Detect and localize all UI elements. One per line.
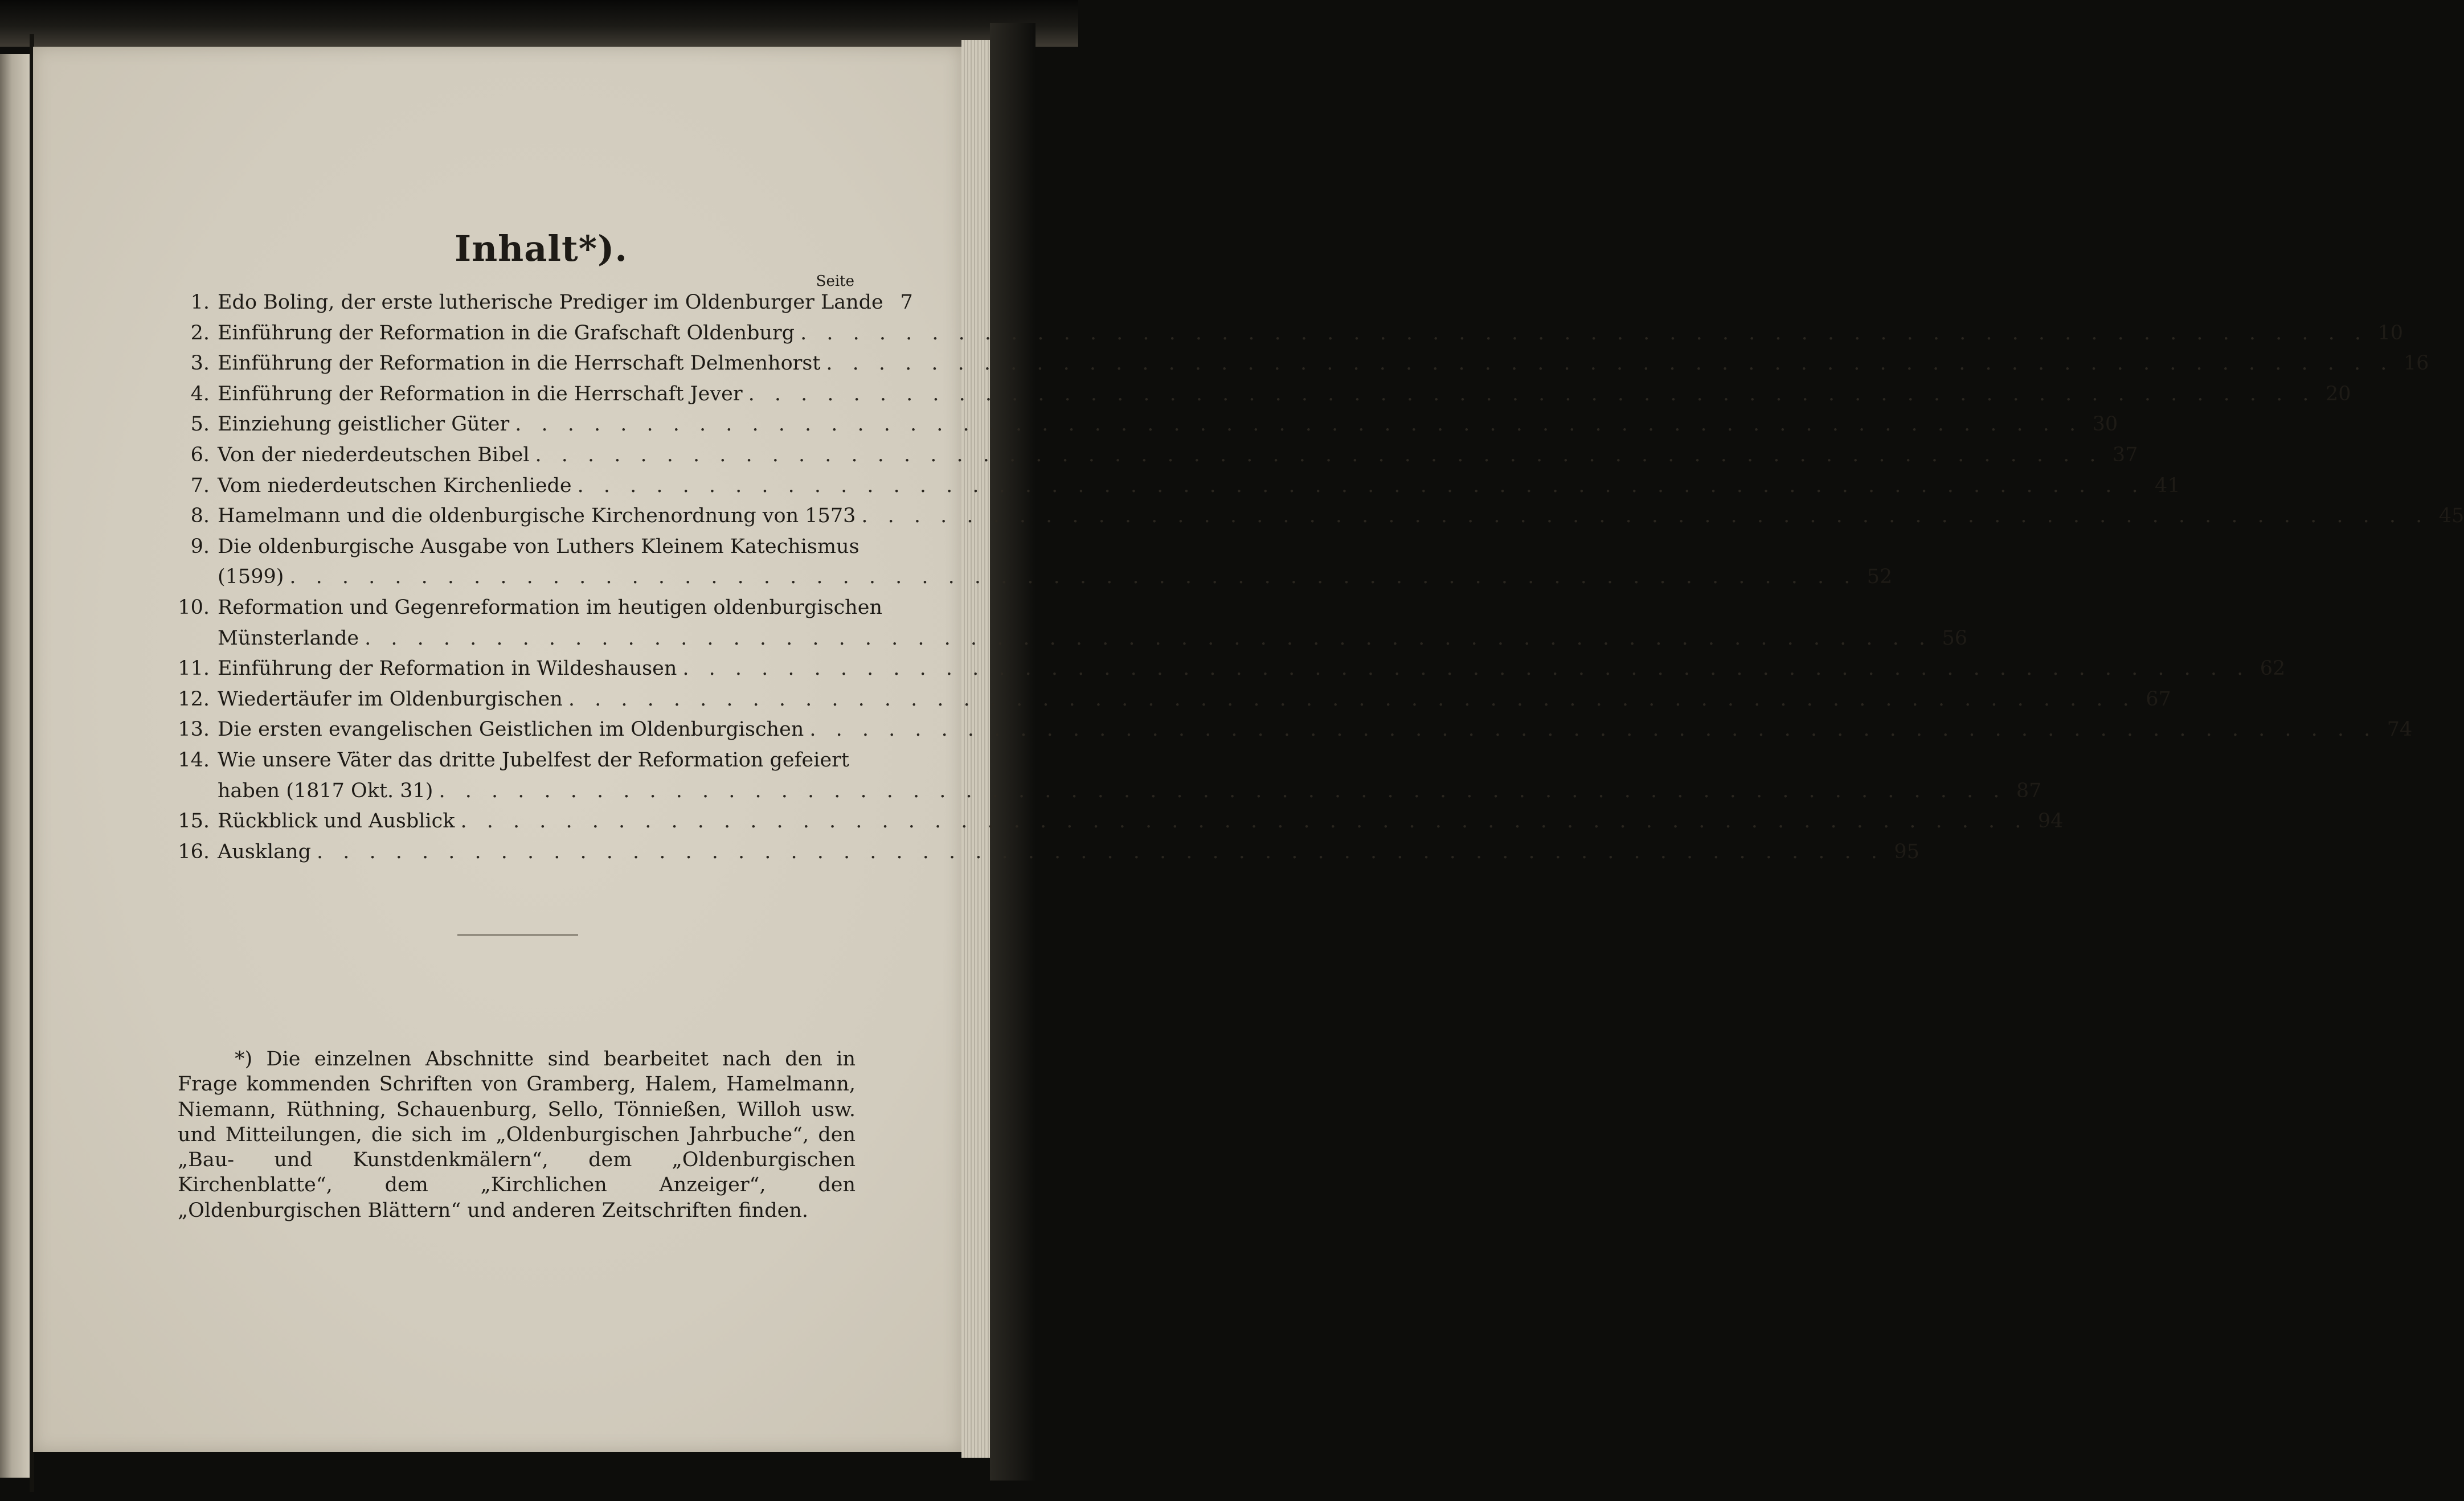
- toc-entry-number: 1.: [190, 291, 210, 314]
- toc-page-number: 7: [900, 291, 913, 314]
- toc-entry-number: 10.: [178, 596, 210, 619]
- toc-entry-number: 16.: [178, 840, 210, 863]
- toc-entry-title: Die ersten evangelischen Geistlichen im Oldenburgischen: [218, 718, 804, 741]
- toc-page-number: 56: [1942, 626, 1968, 650]
- toc-page-number: 74: [2387, 718, 2413, 741]
- toc-entry-title: Von der niederdeutschen Bibel: [218, 443, 530, 466]
- toc-entry: [171, 288, 913, 318]
- toc-entry: [171, 501, 2464, 532]
- toc-dot-leader: [563, 684, 2142, 715]
- toc-entry-number: 4.: [190, 382, 210, 405]
- toc-entry-title: Reformation und Gegenreformation im heutigen oldenburgischen: [218, 596, 882, 619]
- toc-entry: [171, 318, 2404, 349]
- toc-page-number: 37: [2112, 443, 2138, 466]
- toc-dot-leader: [795, 318, 2373, 349]
- toc-page-number: 94: [2037, 810, 2064, 833]
- toc-entry: [171, 745, 857, 776]
- toc-dot-leader: [804, 715, 2383, 745]
- toc-entry-number: 9.: [190, 535, 210, 558]
- toc-entry-title: Rückblick und Ausblick: [218, 810, 455, 833]
- toc-entry: [171, 684, 2171, 715]
- toc-entry: [171, 562, 1893, 593]
- toc-entry: [171, 776, 2042, 807]
- toc-page-number: 52: [1867, 565, 1893, 589]
- toc-dot-leader: [311, 837, 1890, 868]
- toc-dot-leader: [509, 409, 2088, 440]
- toc-entry-title: Einführung der Reformation in die Herrschaft Jever: [218, 382, 743, 405]
- toc-entry-number: 3.: [190, 352, 210, 375]
- toc-page-number: 87: [2016, 779, 2042, 802]
- toc-entry-title: Edo Boling, der erste lutherische Prediger im Oldenburger Lande: [218, 291, 883, 314]
- toc-dot-leader: [743, 379, 2322, 410]
- toc-page-number: 30: [2092, 413, 2118, 436]
- toc-dot-leader: [530, 440, 2109, 471]
- toc-entry-title: Hamelmann und die oldenburgische Kirchenordnung von 1573: [218, 505, 856, 528]
- toc-entry-title: Wie unsere Väter das dritte Jubelfest der Reformation gefeiert: [218, 748, 849, 772]
- toc-entry-title: Die oldenburgische Ausgabe von Luthers Kleinem Katechismus: [218, 535, 859, 558]
- page-title: Inhalt*).: [455, 228, 628, 269]
- toc-entry-title: Münsterlande: [218, 626, 359, 650]
- toc-entry-number: 8.: [190, 505, 210, 528]
- toc-entry-title: Wiedertäufer im Oldenburgischen: [218, 687, 563, 711]
- toc-entry: [171, 409, 2118, 440]
- toc-entry: [171, 715, 2413, 745]
- toc-entry: [171, 348, 2429, 379]
- toc-page-number: 67: [2146, 687, 2171, 711]
- toc-entry-number: 14.: [178, 748, 210, 772]
- toc-entry-number: 11.: [178, 657, 210, 680]
- left-page-edge: [0, 54, 31, 1478]
- toc-entry-title: Ausklang: [218, 840, 311, 863]
- table-of-contents: [171, 288, 2464, 867]
- toc-dot-leader: [359, 624, 1938, 654]
- toc-entry-title: Vom niederdeutschen Kirchenliede: [218, 474, 572, 497]
- toc-entry: [171, 593, 882, 624]
- toc-dot-leader: [284, 562, 1863, 593]
- toc-entry-title: (1599): [218, 565, 284, 589]
- toc-entry-number: 15.: [178, 810, 210, 833]
- toc-entry-number: 12.: [178, 687, 210, 711]
- toc-entry: [171, 654, 2286, 684]
- toc-entry: [171, 471, 2180, 502]
- page-column-label: Seite: [816, 273, 854, 290]
- toc-dot-leader: [856, 501, 2434, 532]
- toc-entry-number: 2.: [190, 321, 210, 345]
- toc-dot-leader: [433, 776, 2012, 807]
- toc-page-number: 41: [2155, 474, 2180, 497]
- page-stack-edge: [961, 40, 992, 1458]
- toc-entry: [171, 624, 1968, 654]
- toc-page-number: 95: [1894, 840, 1919, 863]
- toc-entry: [171, 440, 2138, 471]
- toc-page-number: 16: [2403, 352, 2429, 375]
- toc-entry: [171, 532, 857, 563]
- toc-entry-title: haben (1817 Okt. 31): [218, 779, 433, 802]
- toc-dot-leader: [677, 654, 2256, 684]
- divider-rule: [457, 934, 578, 936]
- toc-entry-title: Einführung der Reformation in die Grafschaft Oldenburg: [218, 321, 795, 345]
- toc-entry-title: Einziehung geistlicher Güter: [218, 413, 510, 436]
- book-cover-edge: [990, 23, 1035, 1481]
- toc-entry: [171, 837, 1919, 868]
- book-cover-top: [0, 0, 1078, 47]
- toc-entry-title: Einführung der Reformation in die Herrschaft Delmenhorst: [218, 352, 821, 375]
- toc-dot-leader: [455, 806, 2033, 837]
- toc-page-number: 62: [2260, 657, 2286, 680]
- toc-entry-number: 13.: [178, 718, 210, 741]
- toc-entry-title: Einführung der Reformation in Wildeshausen: [218, 657, 677, 680]
- toc-entry-number: 6.: [190, 443, 210, 466]
- toc-page-number: 45: [2438, 505, 2464, 528]
- toc-entry: [171, 806, 2064, 837]
- footnote: *) Die einzelnen Abschnitte sind bearbeitet nach den in Frage kommenden Schriften von Gramberg, Halem, Hamelmann, Niemann, Rüthning, Schauenburg, Sello, Tönnießen, Willoh usw. und Mitteilungen, die sich im „Oldenburgischen Jahrbuche“, den „Bau- und Kunstdenkmälern“, dem „Oldenburgischen Kirchenblatte“, dem „Kirchlichen Anzeiger“, den „Oldenburgischen Blättern“ und anderen Zeitschriften finden.: [178, 1048, 856, 1222]
- toc-entry: [171, 379, 2351, 410]
- toc-dot-leader: [572, 471, 2151, 502]
- toc-entry-number: 5.: [190, 413, 210, 436]
- toc-dot-leader: [820, 348, 2399, 379]
- toc-page-number: 10: [2377, 321, 2404, 345]
- toc-entry-number: 7.: [190, 474, 210, 497]
- toc-page-number: 20: [2325, 382, 2351, 405]
